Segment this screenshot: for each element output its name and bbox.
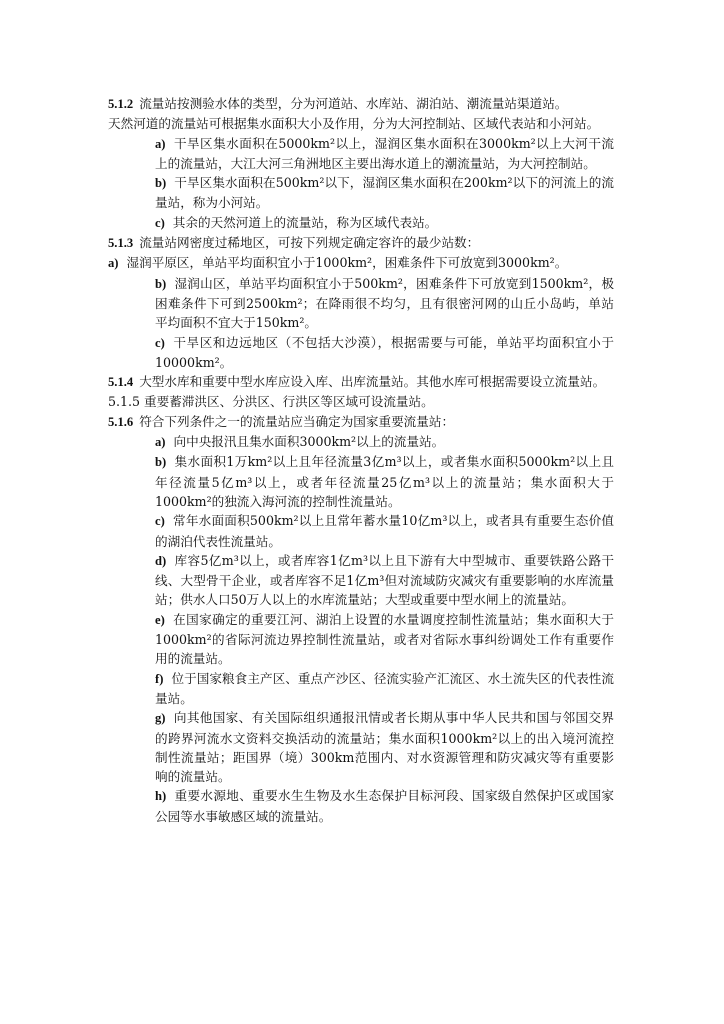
clause-5-1-2 [108,94,614,114]
clause-5-1-4 [108,372,614,392]
clause-text: 符合下列条件之一的流量站应当确定为国家重要流量站： [139,413,455,429]
list-item: e) 在国家确定的重要江河、湖泊上设置的水量调度控制性流量站；集水面积大于1000km²的省际河流边界控制性流量站，或者对省际水事纠纷调处工作有重要作用的流量站。 [155,611,614,667]
clause-text: 流量站网密度过稀地区，可按下列规定确定容许的最少站数： [139,235,480,251]
list-item: c) 常年水面面积500km²以上且常年蓄水量10亿m³以上，或者具有重要生态价值的湖泊代表性流量站。 [155,513,614,549]
list-item: f) 位于国家粮食主产区、重点产沙区、径流实验产汇流区、水土流失区的代表性流量站。 [155,670,614,706]
clause-5-1-6 [108,412,614,432]
list-item: c) 干旱区和边远地区（不包括大沙漠），根据需要与可能，单站平均面积宜小于10000km²。 [155,334,614,370]
list-item: a) 湿润平原区，单站平均面积宜小于1000km²，困难条件下可放宽到3000km²。 [108,255,568,271]
list-item: g) 向其他国家、有关国际组织通报汛情或者长期从事中华人民共和国与邻国交界的跨界河流水文资料交换活动的流量站；集水面积1000km²以上的出入境河流控制性流量站；距国界（境）300km范围内、对水资源管理和防灾减灾等有重要影响的流量站。 [155,710,614,785]
list-item: d) 库容5亿m³以上，或者库容1亿m³以上且下游有大中型城市、重要铁路公路干线、大型骨干企业，或者库容不足1亿m³但对流域防灾减灾有重要影响的水库流量站；供水人口50万人以上的水库流量站；大型或重要中型水闸上的流量站。 [155,552,614,608]
list-item: c) 其余的天然河道上的流量站，称为区域代表站。 [155,214,438,230]
list-item: a) 干旱区集水面积在5000km²以上，湿润区集水面积在3000km²以上大河干流上的流量站，大江大河三角洲地区主要出海水道上的潮流量站，为大河控制站。 [155,135,614,171]
clause-number: 5.1.4 [108,375,134,390]
clause-text: 流量站按测验水体的类型，分为河道站、水库站、湖泊站、潮流量站渠道站。 [139,96,568,111]
list-item: b) 干旱区集水面积在500km²以下，湿润区集水面积在200km²以下的河流上的流量站，称为小河站。 [155,175,614,211]
clause-number: 5.1.6 [108,414,134,429]
list-item: h) 重要水源地、重要水生生物及水生态保护目标河段、国家级自然保护区或国家公园等水事敏感区域的流量站。 [155,788,614,824]
paragraph-natural-river: 天然河道的流量站可根据集水面积大小及作用，分为大河控制站、区域代表站和小河站。 [108,116,600,132]
list-item: b) 湿润山区，单站平均面积宜小于500km²，困难条件下可放宽到1500km²，极困难条件下可到2500km²；在降雨很不均匀，且有很密河网的山丘小岛屿，单站平均面积不宜大于150km²。 [155,275,614,331]
document-body [108,94,614,826]
clause-number: 5.1.3 [108,236,134,251]
clause-text: 大型水库和重要中型水库应设入库、出库流量站。其他水库可根据需要设立流量站。 [139,374,606,390]
list-item: b) 集水面积1万km²以上且年径流量3亿m³以上，或者集水面积5000km²以上且年径流量5亿m³以上，或者年径流量25亿m³以上的流量站；集水面积大于1000km²的独流入海河流的控制性流量站。 [155,454,614,509]
clause-5-1-3 [108,233,614,253]
clause-number: 5.1.2 [108,97,134,111]
list-item: a) 向中央报汛且集水面积3000km²以上的流量站。 [155,434,445,450]
clause-5-1-5: 5.1.5 重要蓄滞洪区、分洪区、行洪区等区域可设流量站。 [108,394,434,410]
